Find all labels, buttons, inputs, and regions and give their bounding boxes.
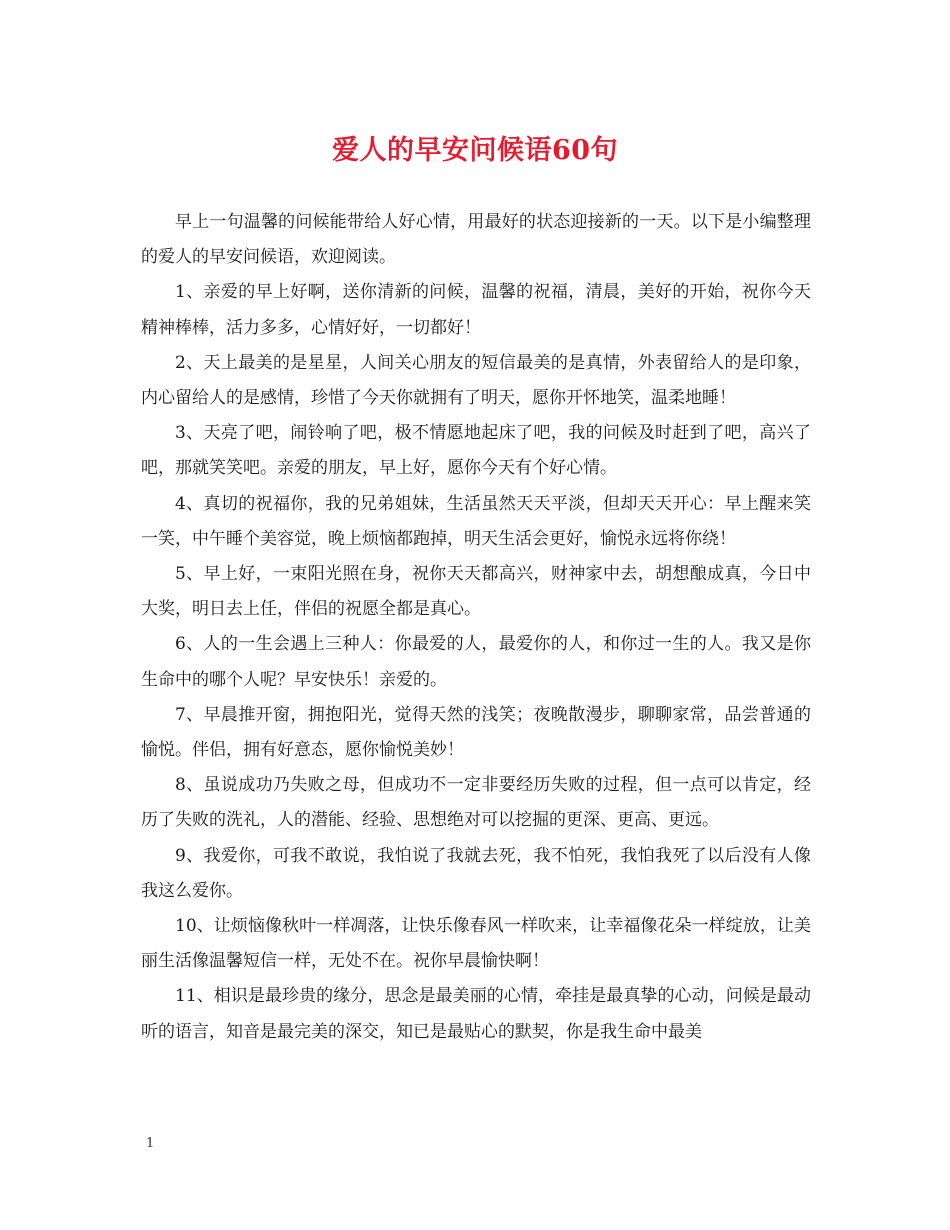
page-number: 1 [146, 1136, 155, 1151]
greeting-item-11: 11、相识是最珍贵的缘分，思念是最美丽的心情，牵挂是最真挚的心动，问候是最动听的语言，知音是最完美的深交，知已是最贴心的默契，你是我生命中最美 [141, 986, 811, 1042]
greeting-item-4: 4、真切的祝福你，我的兄弟姐妹，生活虽然天天平淡，但却天天开心：早上醒来笑一笑，中午睡个美容觉，晚上烦恼都跑掉，明天生活会更好，愉悦永远将你绕！ [141, 493, 811, 549]
greeting-item-7: 7、早晨推开窗，拥抱阳光，觉得天然的浅笑；夜晚散漫步，聊聊家常，品尝普通的愉悦。伴侣，拥有好意态，愿你愉悦美妙！ [141, 704, 811, 761]
greeting-item-8: 8、虽说成功乃失败之母，但成功不一定非要经历失败的过程，但一点可以肯定，经历了失败的洗礼，人的潜能、经验、思想绝对可以挖掘的更深、更高、更远。 [141, 775, 811, 831]
document-body [141, 205, 811, 1050]
greeting-item-2: 2、天上最美的是星星，人间关心朋友的短信最美的是真情，外表留给人的是印象，内心留给人的是感情，珍惜了今天你就拥有了明天，愿你开怀地笑，温柔地睡！ [141, 352, 811, 409]
greeting-item-1: 1、亲爱的早上好啊，送你清新的问候，温馨的祝福，清晨，美好的开始，祝你今天精神棒棒，活力多多，心情好好，一切都好！ [141, 282, 811, 338]
intro-paragraph: 早上一句温馨的问候能带给人好心情，用最好的状态迎接新的一天。以下是小编整理的爱人的早安问候语，欢迎阅读。 [141, 212, 811, 268]
greeting-item-9: 9、我爱你，可我不敢说，我怕说了我就去死，我不怕死，我怕我死了以后没有人像我这么爱你。 [141, 845, 811, 901]
greeting-item-5: 5、早上好，一束阳光照在身，祝你天天都高兴，财神家中去，胡想酿成真，今日中大奖，明日去上任，伴侣的祝愿全都是真心。 [141, 564, 811, 620]
greeting-item-3: 3、天亮了吧，闹铃响了吧，极不情愿地起床了吧，我的问候及时赶到了吧，高兴了吧，那就笑笑吧。亲爱的朋友，早上好，愿你今天有个好心情。 [141, 423, 811, 479]
greeting-item-10: 10、让烦恼像秋叶一样凋落，让快乐像春风一样吹来，让幸福像花朵一样绽放，让美丽生活像温馨短信一样，无处不在。祝你早晨愉快啊！ [141, 916, 811, 972]
greeting-item-6: 6、人的一生会遇上三种人：你最爱的人，最爱你的人，和你过一生的人。我又是你生命中的哪个人呢？早安快乐！亲爱的。 [141, 634, 811, 690]
document-title: 爱人的早安问候语60句 [331, 135, 619, 166]
